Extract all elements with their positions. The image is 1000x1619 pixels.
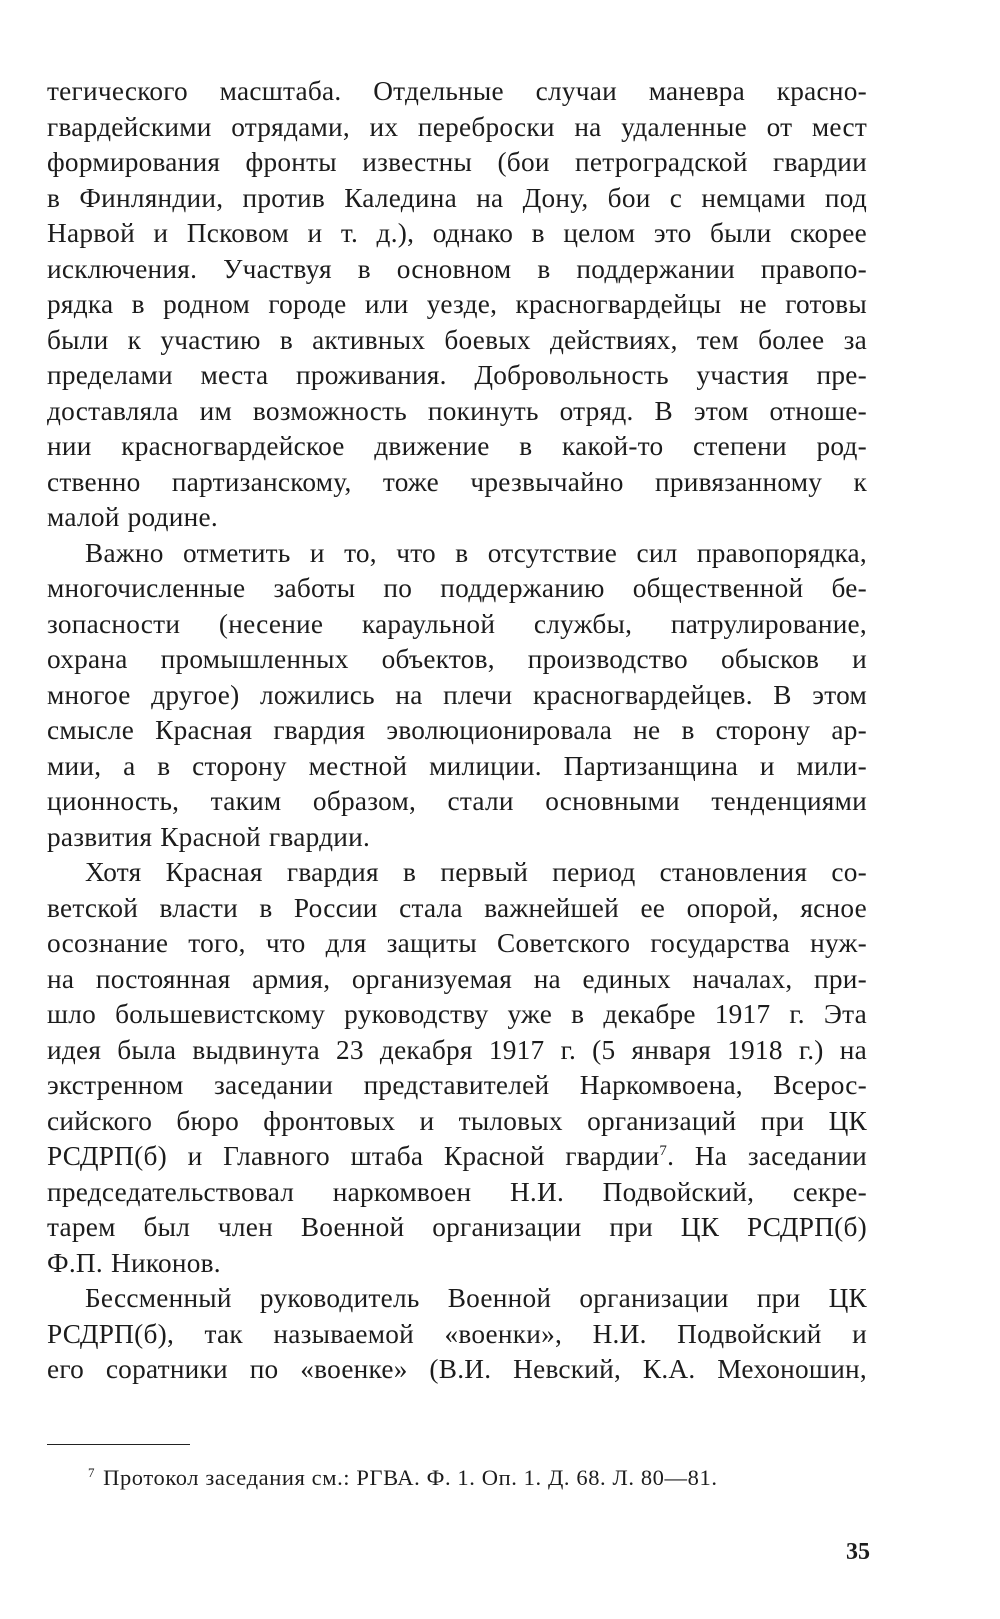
text-line: Ф.П. Никонов. — [47, 1247, 221, 1278]
text-line: РСДРП(б), так называемой «военки», Н.И. Подвойский и — [47, 1318, 867, 1349]
text-line: экстренном заседании представителей Наркомвоена, Всерос- — [47, 1070, 867, 1100]
text-line-with-footnote — [47, 1139, 867, 1175]
text-line: ветской власти в России стала важнейшей ее опорой, ясное — [47, 892, 867, 923]
text-line: на постоянная армия, организуемая на единых началах, при- — [47, 963, 867, 994]
text-line: ционность, таким образом, стали основными тенденциями — [47, 786, 867, 816]
page-body — [47, 74, 867, 1388]
text-line: Нарвой и Псковом и т. д.), однако в целом это были скорее — [47, 218, 867, 248]
text-fragment: РСДРП(б) и Главного штаба Красной гвардии — [47, 1141, 660, 1171]
text-line: малой родине. — [47, 502, 218, 532]
text-line: пределами места проживания. Добровольность участия пре- — [47, 360, 867, 390]
page-number: 35 — [846, 1539, 870, 1565]
text-line: доставляла им возможность покинуть отряд. В этом отноше- — [47, 395, 867, 426]
text-line: нии красногвардейское движение в какой-то степени род- — [47, 431, 867, 461]
text-line: шло большевистскому руководству уже в декабре 1917 г. Эта — [47, 999, 867, 1029]
text-line: зопасности (несение караульной службы, патрулирование, — [47, 608, 867, 639]
text-line: Хотя Красная гвардия в первый период становления со- — [85, 857, 867, 887]
paragraph-1 — [47, 74, 867, 536]
text-fragment: . На заседании — [667, 1141, 868, 1171]
text-line: многое другое) ложились на плечи красногвардейцев. В этом — [47, 679, 867, 710]
footnote-divider — [47, 1444, 190, 1445]
text-line: идея была выдвинута 23 декабря 1917 г. (5 января 1918 г.) на — [47, 1034, 867, 1065]
text-line: ственно партизанскому, тоже чрезвычайно привязанному к — [47, 466, 867, 497]
text-line: председательствовал наркомвоен Н.И. Подвойский, секре- — [47, 1176, 867, 1207]
paragraph-2 — [47, 536, 867, 856]
footnote — [88, 1464, 848, 1492]
text-line: Бессменный руководитель Военной организации при ЦК — [85, 1283, 867, 1313]
text-line: сийского бюро фронтовых и тыловых организаций при ЦК — [47, 1105, 867, 1136]
footnote-marker: 7 — [88, 1464, 96, 1480]
text-line: в Финляндии, против Каледина на Дону, бои с немцами под — [47, 182, 867, 213]
text-line: Важно отметить и то, что в отсутствие сил правопорядка, — [85, 537, 867, 568]
text-line: осознание того, что для защиты Советского государства нуж- — [47, 928, 867, 958]
text-line: формирования фронты известны (бои петроградской гвардии — [47, 147, 867, 177]
footnote-text: Протокол заседания см.: РГВА. Ф. 1. Оп. 1. Д. 68. Л. 80—81. — [103, 1465, 718, 1490]
text-line: тарем был член Военной организации при ЦК РСДРП(б) — [47, 1212, 867, 1242]
text-line: были к участию в активных боевых действиях, тем более за — [47, 324, 867, 355]
text-line: смысле Красная гвардия эволюционировала не в сторону ар- — [47, 715, 867, 745]
text-line: рядка в родном городе или уезде, красногвардейцы не готовы — [47, 289, 867, 319]
text-line: развития Красной гвардии. — [47, 821, 371, 852]
text-line: исключения. Участвуя в основном в поддержании правопо- — [47, 253, 867, 284]
text-line: многочисленные заботы по поддержанию общественной бе- — [47, 573, 867, 603]
text-line: охрана промышленных объектов, производство обысков и — [47, 644, 867, 674]
text-line: мии, а в сторону местной милиции. Партизанщина и мили- — [47, 750, 867, 781]
paragraph-4 — [47, 1281, 867, 1388]
text-line: гвардейскими отрядами, их переброски на удаленные от мест — [47, 111, 867, 142]
paragraph-3 — [47, 855, 867, 1281]
footnote-reference[interactable]: 7 — [659, 1142, 668, 1159]
text-line: тегического масштаба. Отдельные случаи маневра красно- — [47, 76, 867, 106]
text-line: его соратники по «военке» (В.И. Невский, К.А. Мехоношин, — [47, 1354, 867, 1384]
